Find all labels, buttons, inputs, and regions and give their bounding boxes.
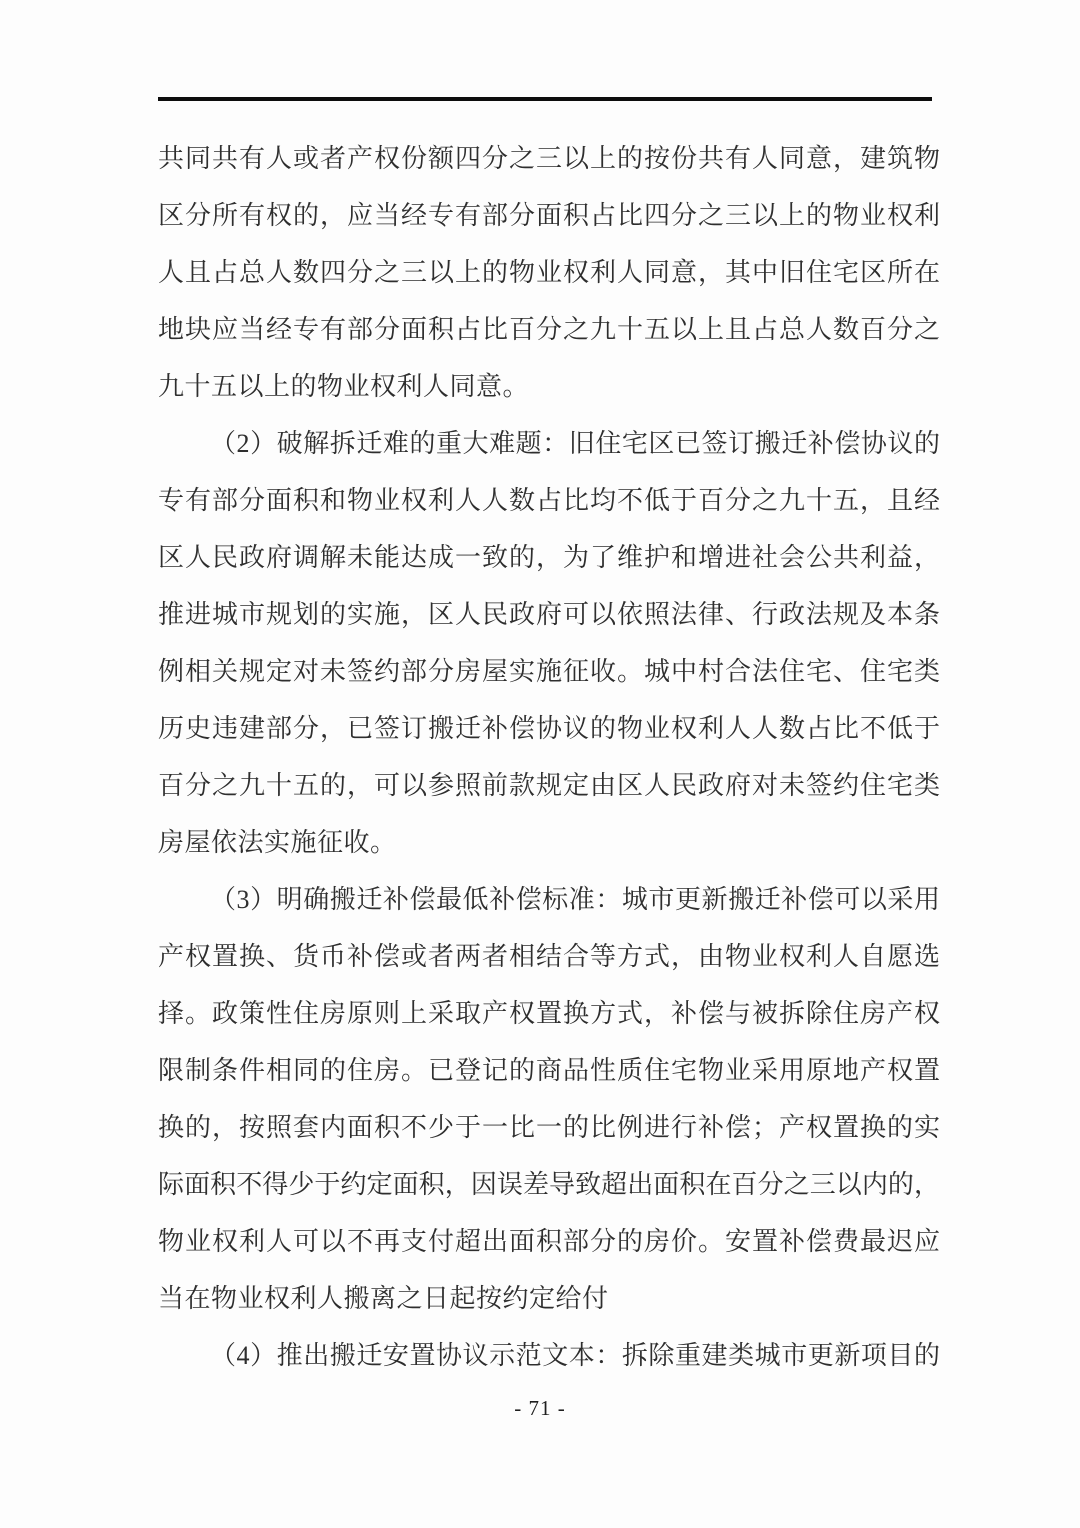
text-line: 推进城市规划的实施，区人民政府可以依照法律、行政法规及本条 bbox=[158, 600, 940, 629]
text-line: （3）明确搬迁补偿最低补偿标准：城市更新搬迁补偿可以采用 bbox=[210, 885, 940, 914]
text-line: 例相关规定对未签约部分房屋实施征收。城中村合法住宅、住宅类 bbox=[158, 657, 940, 686]
text-line: （4）推出搬迁安置协议示范文本：拆除重建类城市更新项目的 bbox=[210, 1341, 940, 1370]
text-line: 换的，按照套内面积不少于一比一的比例进行补偿；产权置换的实 bbox=[158, 1113, 940, 1142]
text-line: 地块应当经专有部分面积占比百分之九十五以上且占总人数百分之 bbox=[158, 315, 940, 344]
text-line: 区分所有权的，应当经专有部分面积占比四分之三以上的物业权利 bbox=[158, 201, 940, 230]
text-line: 九十五以上的物业权利人同意。 bbox=[158, 372, 530, 401]
text-line: 当在物业权利人搬离之日起按约定给付 bbox=[158, 1284, 609, 1313]
text-line: 际面积不得少于约定面积，因误差导致超出面积在百分之三以内的， bbox=[158, 1170, 940, 1199]
text-line: 专有部分面积和物业权利人人数占比均不低于百分之九十五，且经 bbox=[158, 486, 940, 515]
paragraph bbox=[158, 415, 940, 871]
text-line: 区人民政府调解未能达成一致的，为了维护和增进社会公共利益， bbox=[158, 543, 940, 572]
header-rule bbox=[158, 97, 932, 101]
text-line: 物业权利人可以不再支付超出面积部分的房价。安置补偿费最迟应 bbox=[158, 1227, 940, 1256]
document-body bbox=[158, 130, 940, 1384]
paragraph bbox=[158, 871, 940, 1327]
paragraph bbox=[158, 130, 940, 415]
text-line: 百分之九十五的，可以参照前款规定由区人民政府对未签约住宅类 bbox=[158, 771, 940, 800]
text-line: 限制条件相同的住房。已登记的商品性质住宅物业采用原地产权置 bbox=[158, 1056, 940, 1085]
text-line: 产权置换、货币补偿或者两者相结合等方式，由物业权利人自愿选 bbox=[158, 942, 940, 971]
text-line: 房屋依法实施征收。 bbox=[158, 828, 397, 857]
text-line: （2）破解拆迁难的重大难题：旧住宅区已签订搬迁补偿协议的 bbox=[210, 429, 940, 458]
text-line: 择。政策性住房原则上采取产权置换方式，补偿与被拆除住房产权 bbox=[158, 999, 940, 1028]
paragraph bbox=[158, 1327, 940, 1384]
text-line: 共同共有人或者产权份额四分之三以上的按份共有人同意，建筑物 bbox=[158, 144, 940, 173]
text-line: 历史违建部分，已签订搬迁补偿协议的物业权利人人数占比不低于 bbox=[158, 714, 940, 743]
text-line: 人且占总人数四分之三以上的物业权利人同意，其中旧住宅区所在 bbox=[158, 258, 940, 287]
page-number: - 71 - bbox=[514, 1396, 566, 1420]
